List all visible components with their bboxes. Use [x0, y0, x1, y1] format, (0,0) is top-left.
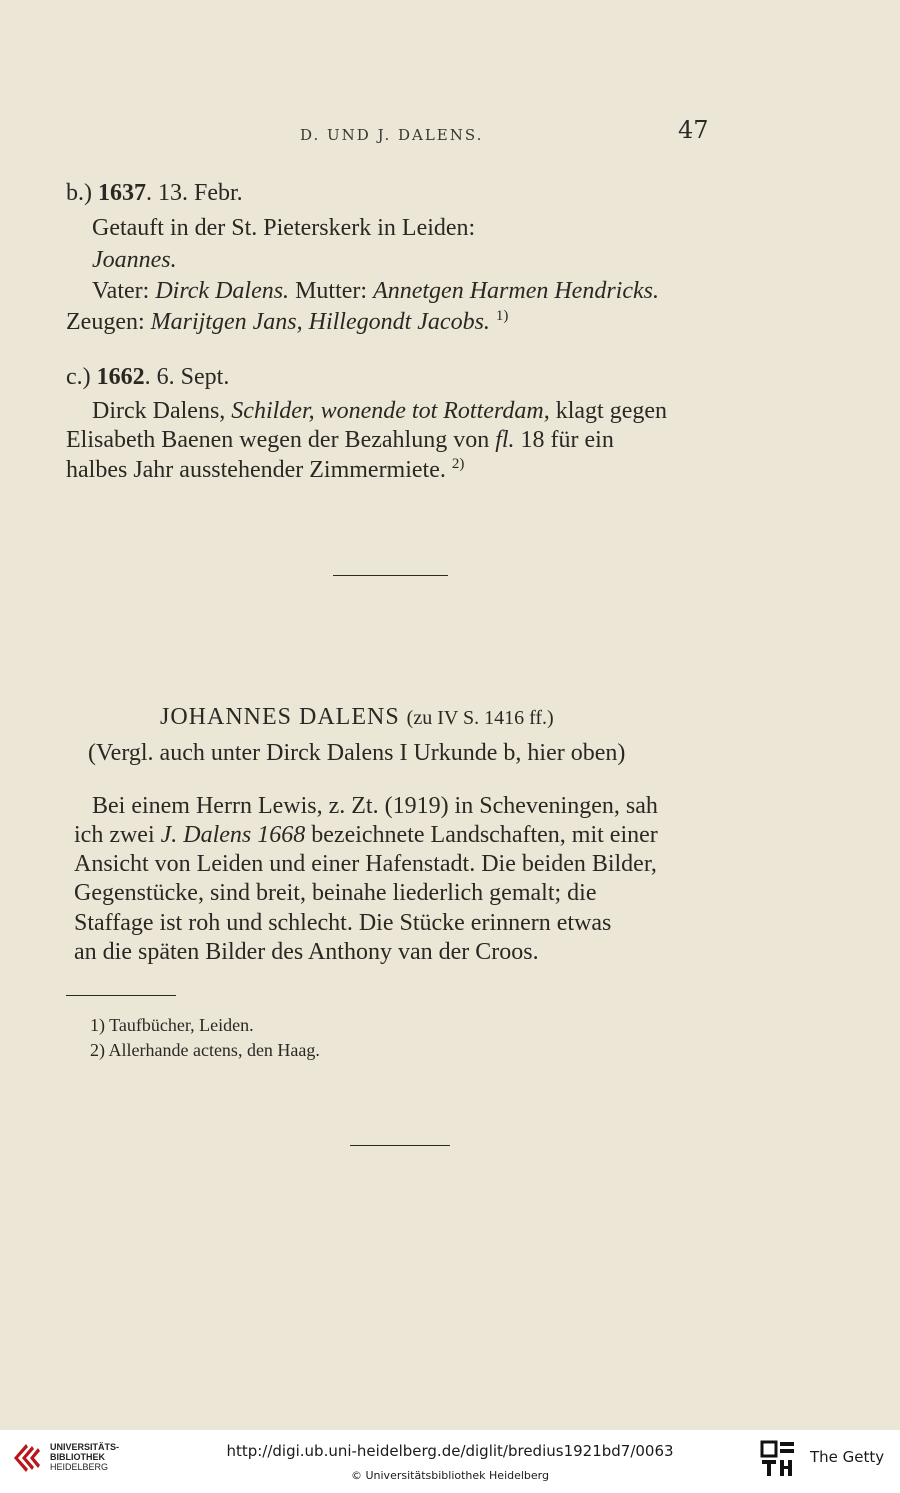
entry-c-label: c.) [66, 364, 91, 390]
paragraph-line-2-prefix: ich zwei [74, 822, 155, 848]
entry-b-line3 [92, 278, 659, 305]
entry-b-line4 [66, 308, 508, 336]
vater-label: Vater: [92, 278, 150, 304]
footer-bar [0, 1430, 900, 1493]
footnote-2: 2) Allerhande actens, den Haag. [90, 1040, 320, 1060]
running-head: D. UND J. DALENS. [300, 126, 484, 144]
entry-b-line2 [92, 247, 177, 274]
library-line-1: UNIVERSITÄTS- [50, 1442, 120, 1452]
section-subheading: (Vergl. auch unter Dirck Dalens I Urkunde b, hier oben) [88, 740, 626, 766]
copyright-notice: © Universitätsbibliothek Heidelberg [350, 1469, 549, 1482]
permalink[interactable]: http://digi.ub.uni-heidelberg.de/diglit/bredius1921bd7/0063 [226, 1442, 674, 1460]
entry-c-year: 1662 [96, 364, 145, 390]
paragraph-line-1: Bei einem Herrn Lewis, z. Zt. (1919) in Scheveningen, sah [92, 793, 658, 819]
footnote-ref-1: 1 [495, 308, 504, 324]
entry-c-heading [66, 364, 229, 391]
entry-c-line1-suffix: klagt gegen [555, 398, 667, 424]
entry-c-line2-suffix: 18 für ein [520, 427, 614, 453]
entry-b-name: Joannes. [92, 247, 177, 273]
section-divider [333, 575, 448, 576]
page-number: 47 [678, 116, 709, 144]
mutter-label: Mutter: [295, 278, 368, 304]
section-title: JOHANNES DALENS [160, 704, 400, 730]
entry-c-line1 [92, 398, 667, 425]
getty-logo-icon[interactable] [760, 1440, 796, 1480]
entry-c-line2-prefix: Elisabeth Baenen wegen der Bezahlung von [66, 427, 490, 453]
entry-b-line1: Getauft in der St. Pieterskerk in Leiden: [92, 215, 476, 241]
paragraph-signature: J. Dalens 1668 [160, 822, 306, 848]
library-line-2: BIBLIOTHEK [50, 1452, 105, 1462]
zeugen-names: Marijtgen Jans, Hillegondt Jacobs. [150, 309, 490, 335]
paragraph-line-2 [74, 822, 658, 849]
paragraph-line-5: Staffage ist roh und schlecht. Die Stücke erinnern etwas [74, 910, 612, 936]
paragraph-line-2-suffix: bezeichnete Landschaften, mit einer [311, 822, 658, 848]
entry-b-date: . 13. Febr. [146, 180, 243, 206]
paragraph-line-4: Gegenstücke, sind breit, beinahe liederlich gemalt; die [74, 880, 597, 906]
library-line-3: HEIDELBERG [50, 1462, 109, 1472]
footnote-ref-1-paren: ) [503, 308, 509, 324]
entry-c-line2 [66, 427, 614, 454]
vater-name: Dirck Dalens. [155, 278, 290, 304]
footnote-1: 1) Taufbücher, Leiden. [90, 1015, 254, 1035]
entry-b-heading [66, 180, 243, 207]
paragraph-line-6: an die späten Bilder des Anthony van der Croos. [74, 939, 539, 965]
section-heading [160, 704, 554, 731]
entry-c-line1-italic: Schilder, wonende tot Rotterdam, [231, 398, 550, 424]
section-reference: (zu IV S. 1416 ff.) [406, 707, 554, 729]
footnote-ref-2-paren: ) [459, 456, 465, 472]
getty-label: The Getty [810, 1448, 885, 1466]
zeugen-label: Zeugen: [66, 309, 145, 335]
mutter-name: Annetgen Harmen Hendricks. [373, 278, 659, 304]
entry-b-year: 1637 [98, 180, 146, 206]
entry-c-line3 [66, 456, 464, 484]
footnote-ref-2: 2 [451, 456, 460, 472]
footnote-separator [66, 995, 176, 996]
entry-c-line1-prefix: Dirck Dalens, [92, 398, 226, 424]
entry-c-date: . 6. Sept. [144, 364, 230, 390]
entry-b-label: b.) [66, 180, 92, 206]
paragraph-line-3: Ansicht von Leiden und einer Hafenstadt. Die beiden Bilder, [74, 851, 657, 877]
entry-c-line2-italic: fl. [495, 427, 515, 453]
end-divider [350, 1145, 450, 1146]
entry-c-line3-text: halbes Jahr ausstehender Zimmermiete. [66, 457, 446, 483]
